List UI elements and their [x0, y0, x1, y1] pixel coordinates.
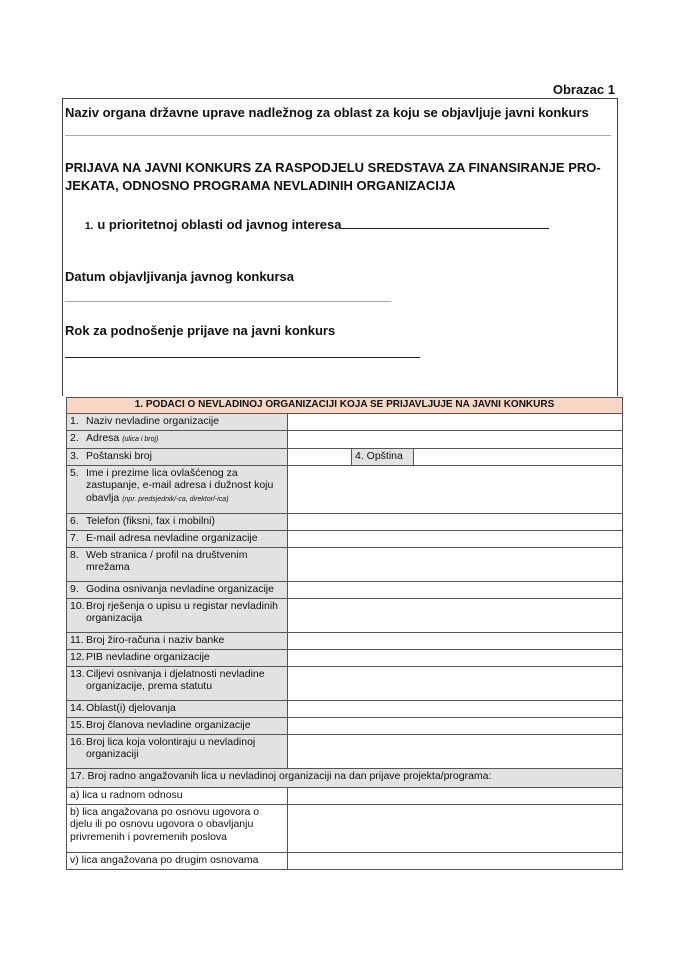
organization-data-table: [66, 397, 623, 870]
priority-blank-line[interactable]: [341, 215, 549, 229]
contract-workers-field[interactable]: [288, 804, 623, 852]
website-field[interactable]: [288, 547, 623, 581]
deadline-label: Rok za podnošenje prijave na javni konkurs: [65, 323, 336, 338]
row-17-label: 17. Broj radno angažovanih lica u nevladinoj organizaciji na dan prijave projekta/programa:: [67, 768, 623, 787]
row-label: 13. Ciljevi osnivanja i djelatnosti nevladine organizacije, prema statutu: [67, 666, 288, 700]
activity-areas-field[interactable]: [288, 700, 623, 717]
row-label: 2. Adresa (ulica i broj): [67, 431, 288, 449]
header-box: [62, 98, 618, 396]
section-title: 1. PODACI O NEVLADINOJ ORGANIZACIJI KOJA SE PRIJAVLJUJE NA JAVNI KONKURS: [67, 398, 623, 414]
publication-date-line[interactable]: [65, 301, 391, 302]
employed-field[interactable]: [288, 787, 623, 804]
phone-field[interactable]: [288, 513, 623, 530]
sub-row-label: v) lica angažovana po drugim osnovama: [67, 852, 288, 869]
row-label: 6. Telefon (fiksni, fax i mobilni): [67, 513, 288, 530]
members-count-field[interactable]: [288, 717, 623, 734]
founding-year-field[interactable]: [288, 581, 623, 598]
org-name-field[interactable]: [288, 414, 623, 431]
postal-code-field[interactable]: [288, 448, 352, 465]
row-label: 3. Poštanski broj: [67, 448, 288, 465]
publication-date-label: Datum objavljivanja javnog konkursa: [65, 269, 295, 284]
row-label: 9. Godina osnivanja nevladine organizacije: [67, 581, 288, 598]
row-label: 16. Broj lica koja volontiraju u nevladinoj organizaciji: [67, 734, 288, 768]
form-number: Obrazac 1: [552, 82, 615, 97]
municipality-field[interactable]: [414, 448, 623, 465]
priority-label: u prioritetnoj oblasti od javnog interesa: [97, 217, 342, 232]
row-label: 7. E-mail adresa nevladine organizacije: [67, 530, 288, 547]
priority-number: 1.: [85, 221, 94, 232]
row-label: 11. Broj žiro-računa i naziv banke: [67, 632, 288, 649]
row-label: 5. Ime i prezime lica ovlašćenog za zastupanje, e-mail adresa i dužnost koju obavlja (npr. predsjednik/-ca, direktor/-ica): [67, 465, 288, 513]
priority-area: [85, 215, 549, 232]
row-label: 14.Oblast(i) djelovanja: [67, 700, 288, 717]
authority-line[interactable]: [65, 135, 611, 136]
bank-account-field[interactable]: [288, 632, 623, 649]
row-label: 10. Broj rješenja o upisu u registar nevladinih organizacija: [67, 598, 288, 632]
registration-number-field[interactable]: [288, 598, 623, 632]
form-title: PRIJAVA NA JAVNI KONKURS ZA RASPODJELU SREDSTAVA ZA FINANSIRANJE PRO-JEKATA, ODNOSNO PROGRAMA NEVLADINIH ORGANIZACIJA: [65, 160, 601, 193]
row-label: 1. Naziv nevladine organizacije: [67, 414, 288, 431]
row-label: 15.Broj članova nevladine organizacije: [67, 717, 288, 734]
sub-row-label: b) lica angažovana po osnovu ugovora o djelu ili po osnovu ugovora o obavljanju privremenih i povremenih poslova: [67, 804, 288, 852]
municipality-label: 4. Opština: [352, 448, 414, 465]
deadline-line[interactable]: [65, 357, 420, 358]
authority-label: Naziv organa državne uprave nadležnog za oblast za koju se objavljuje javni konkurs: [65, 105, 589, 120]
row-label: 8. Web stranica / profil na društvenim mrežama: [67, 547, 288, 581]
other-workers-field[interactable]: [288, 852, 623, 869]
pib-field[interactable]: [288, 649, 623, 666]
email-field[interactable]: [288, 530, 623, 547]
goals-field[interactable]: [288, 666, 623, 700]
representative-field[interactable]: [288, 465, 623, 513]
row-label: 12.PIB nevladine organizacije: [67, 649, 288, 666]
sub-row-label: a) lica u radnom odnosu: [67, 787, 288, 804]
volunteers-count-field[interactable]: [288, 734, 623, 768]
address-field[interactable]: [288, 431, 623, 449]
